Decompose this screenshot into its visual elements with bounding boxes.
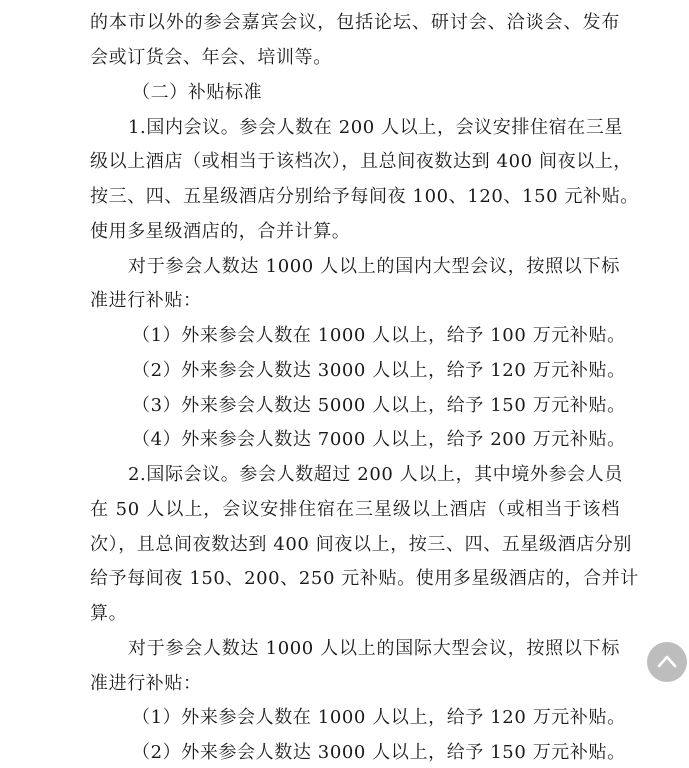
list-item: （1）外来参会人数在 1000 人以上，给予 120 万元补贴。 xyxy=(132,707,626,728)
paragraph-line: 准进行补贴： xyxy=(90,673,202,694)
chevron-up-icon xyxy=(655,650,679,674)
list-item: （2）外来参会人数达 3000 人以上，给予 150 万元补贴。 xyxy=(132,742,626,763)
back-to-top-button[interactable] xyxy=(647,642,687,682)
paragraph-line: 准进行补贴： xyxy=(90,290,202,311)
paragraph-line: 会或订货会、年会、培训等。 xyxy=(90,47,332,68)
paragraph-line: 对于参会人数达 1000 人以上的国际大型会议，按照以下标 xyxy=(128,638,620,659)
paragraph-line: 使用多星级酒店的，合并计算。 xyxy=(90,221,351,242)
paragraph-line: 的本市以外的参会嘉宾会议，包括论坛、研讨会、洽谈会、发布 xyxy=(90,12,620,33)
list-item: （3）外来参会人数达 5000 人以上，给予 150 万元补贴。 xyxy=(132,395,626,416)
paragraph-line: 次），且总间夜数达到 400 间夜以上，按三、四、五星级酒店分别 xyxy=(90,534,632,555)
paragraph-line: 级以上酒店（或相当于该档次），且总间夜数达到 400 间夜以上， xyxy=(90,151,632,172)
list-item: （2）外来参会人数达 3000 人以上，给予 120 万元补贴。 xyxy=(132,360,626,381)
list-item: （1）外来参会人数在 1000 人以上，给予 100 万元补贴。 xyxy=(132,325,626,346)
paragraph-line: 在 50 人以上，会议安排住宿在三星级以上酒店（或相当于该档 xyxy=(90,499,620,520)
paragraph-line: 1.国内会议。参会人数在 200 人以上，会议安排住宿在三星 xyxy=(128,117,623,138)
paragraph-line: 给予每间夜 150、200、250 元补贴。使用多星级酒店的，合并计 xyxy=(90,568,639,589)
paragraph-line: 对于参会人数达 1000 人以上的国内大型会议，按照以下标 xyxy=(128,256,620,277)
section-heading: （二）补贴标准 xyxy=(132,82,263,103)
paragraph-line: 2.国际会议。参会人数超过 200 人以上，其中境外参会人员 xyxy=(128,464,623,485)
list-item: （4）外来参会人数达 7000 人以上，给予 200 万元补贴。 xyxy=(132,429,626,450)
paragraph-line: 算。 xyxy=(90,603,128,624)
paragraph-line: 按三、四、五星级酒店分别给予每间夜 100、120、150 元补贴。 xyxy=(90,186,639,207)
